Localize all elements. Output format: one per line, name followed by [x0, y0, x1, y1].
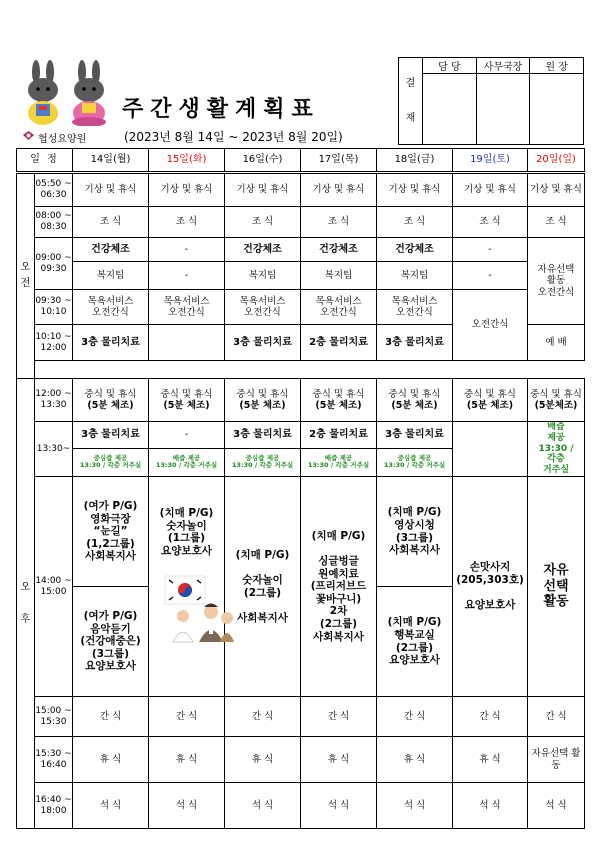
time-1010: 10:10 ~ 12:00 — [35, 325, 73, 361]
cell-sun-drink-note: 배즙 제공 13:30 / 각층 거주실 — [528, 422, 585, 477]
cell-tue-rest: 휴 식 — [149, 737, 225, 783]
cell-tue-health: - — [149, 238, 225, 262]
cell-fri-health: 건강체조 — [377, 238, 453, 262]
cell-tue-breakfast: 조 식 — [149, 207, 225, 238]
cell-wed-rest: 휴 식 — [225, 737, 301, 783]
cell-fri-rest: 휴 식 — [377, 737, 453, 783]
cell-thu-program: (치매 P/G) 싱글벙글 원예치료 (프리저브드 꽃바구니) 2차 (2그룹) 사회복지사 — [301, 477, 377, 697]
cell-wed-dinner: 석 식 — [225, 783, 301, 829]
cell-thu-note: 배즙 제공 13:30 / 각층 거주실 — [301, 448, 377, 476]
cell-sat-breakfast: 조 식 — [453, 207, 528, 238]
cell-sat-snack: 간 식 — [453, 697, 528, 737]
cell-mon-breakfast: 조 식 — [73, 207, 149, 238]
time-0900: 09:00 ~ 09:30 — [35, 238, 73, 290]
cell-fri-pt-pm: 3층 물리치료 — [377, 422, 453, 449]
cell-mon-pt-pm: 3층 물리치료 — [73, 422, 149, 449]
cell-mon-wake: 기상 및 휴식 — [73, 173, 149, 207]
time-1530: 15:30 ~ 16:40 — [35, 737, 73, 783]
cell-thu-breakfast: 조 식 — [301, 207, 377, 238]
weekly-schedule-table — [16, 148, 585, 829]
korean-flag-illustration — [163, 574, 235, 644]
cell-mon-program-1: (여가 P/G) 영화극장 “눈길” (1,2그룹) 사회복지사 — [73, 477, 149, 587]
cell-fri-wake: 기상 및 휴식 — [377, 173, 453, 207]
cell-thu-snack: 간 식 — [301, 697, 377, 737]
cell-thu-rest: 휴 식 — [301, 737, 377, 783]
cell-fri-dinner: 석 식 — [377, 783, 453, 829]
cell-thu-welfare: 복지팀 — [301, 262, 377, 290]
cell-thu-wake: 기상 및 휴식 — [301, 173, 377, 207]
cell-thu-dinner: 석 식 — [301, 783, 377, 829]
cell-sat-lunch: 중식 및 휴식 (5분 체조) — [453, 379, 528, 422]
cell-sat-snack-am: 오전간식 — [453, 290, 528, 361]
am-label: 오 전 — [17, 173, 35, 379]
cell-mon-lunch: 중식 및 휴식 (5분 체조) — [73, 379, 149, 422]
day-header-wed: 16일(수) — [225, 149, 301, 173]
approval-label: 결 재 — [399, 58, 423, 145]
day-header-mon: 14일(월) — [73, 149, 149, 173]
cell-fri-welfare: 복지팀 — [377, 262, 453, 290]
cell-mon-note: 중심즙 제공 13:30 / 각층 거주실 — [73, 448, 149, 476]
cell-wed-pt-pm: 3층 물리치료 — [225, 422, 301, 449]
time-0550: 05:50 ~ 06:30 — [35, 173, 73, 207]
org-name: 협성요양원 — [38, 134, 87, 145]
org-logo-icon — [22, 130, 35, 141]
approval-col-staff: 담 당 — [423, 58, 477, 74]
time-1200: 12:00 ~ 13:30 — [35, 379, 73, 422]
cell-sat-empty — [453, 422, 528, 477]
cell-thu-lunch: 중식 및 휴식 (5분 체조) — [301, 379, 377, 422]
cell-tue-pt-pm: - — [149, 422, 225, 449]
cell-wed-pt: 3층 물리치료 — [225, 325, 301, 361]
cell-sat-rest: 휴 식 — [453, 737, 528, 783]
cell-wed-note: 중심즙 제공 13:30 / 각층 거주실 — [225, 448, 301, 476]
cell-tue-welfare: - — [149, 262, 225, 290]
cell-mon-bath: 목욕서비스 오전간식 — [73, 290, 149, 325]
cell-sat-health: - — [453, 238, 528, 262]
time-0930: 09:30 ~ 10:10 — [35, 290, 73, 325]
cell-thu-pt-pm: 2층 물리치료 — [301, 422, 377, 449]
approval-box — [398, 57, 584, 145]
cell-tue-note: 배즙 제공 13:30 / 각층 거주실 — [149, 448, 225, 476]
cell-mon-welfare: 복지팀 — [73, 262, 149, 290]
approval-col-director: 원 장 — [530, 58, 584, 74]
cell-wed-breakfast: 조 식 — [225, 207, 301, 238]
page-title: 주간생활계획표 — [122, 97, 320, 122]
cell-fri-program-2: (치매 P/G) 행복교실 (2그룹) 요양보호사 — [377, 587, 453, 697]
cell-sat-welfare: - — [453, 262, 528, 290]
cell-tue-bath: 목욕서비스 오전간식 — [149, 290, 225, 325]
approval-sign-staff[interactable] — [423, 74, 477, 145]
cell-tue-snack: 간 식 — [149, 697, 225, 737]
time-0800: 08:00 ~ 08:30 — [35, 207, 73, 238]
cell-mon-snack: 간 식 — [73, 697, 149, 737]
cell-sun-program: 자유 선택 활동 — [528, 477, 585, 697]
schedule-head-label: 일 정 — [17, 149, 73, 173]
cell-sun-wake: 기상 및 휴식 — [528, 173, 585, 207]
cell-wed-wake: 기상 및 휴식 — [225, 173, 301, 207]
day-header-thu: 17일(목) — [301, 149, 377, 173]
cell-sun-dinner: 석 식 — [528, 783, 585, 829]
cell-fri-pt: 3층 물리치료 — [377, 325, 453, 361]
time-1500: 15:00 ~ 15:30 — [35, 697, 73, 737]
cell-sun-free-pm: 자유선택 활동 — [528, 737, 585, 783]
cell-sun-snack: 간 식 — [528, 697, 585, 737]
cell-tue-lunch: 중식 및 휴식 (5분 체조) — [149, 379, 225, 422]
cell-fri-program-1: (치매 P/G) 영상시청 (3그룹) 사회복지사 — [377, 477, 453, 587]
cell-mon-pt: 3층 물리치료 — [73, 325, 149, 361]
cell-wed-welfare: 복지팀 — [225, 262, 301, 290]
cell-thu-health: 건강체조 — [301, 238, 377, 262]
cell-sun-lunch: 중식 및 휴식 (5분체조) — [528, 379, 585, 422]
cell-tue-wake: 기상 및 휴식 — [149, 173, 225, 207]
cell-sat-dinner: 석 식 — [453, 783, 528, 829]
time-1330: 13:30~ — [35, 422, 73, 477]
cell-thu-pt: 2층 물리치료 — [301, 325, 377, 361]
rabbit-mascots-image — [20, 60, 120, 126]
cell-wed-snack: 간 식 — [225, 697, 301, 737]
cell-wed-health: 건강체조 — [225, 238, 301, 262]
cell-sun-worship: 예 배 — [528, 325, 585, 361]
cell-tue-dinner: 석 식 — [149, 783, 225, 829]
cell-wed-program: (치매 P/G) 숫자놀이 (2그룹) 사회복지사 — [225, 477, 301, 697]
cell-fri-bath: 목욕서비스 오전간식 — [377, 290, 453, 325]
day-header-sat: 19일(토) — [453, 149, 528, 173]
cell-wed-lunch: 중식 및 휴식 (5분 체조) — [225, 379, 301, 422]
cell-mon-dinner: 석 식 — [73, 783, 149, 829]
cell-mon-health: 건강체조 — [73, 238, 149, 262]
time-1400: 14:00 ~ 15:00 — [35, 477, 73, 697]
cell-mon-rest: 휴 식 — [73, 737, 149, 783]
cell-thu-bath: 목욕서비스 오전간식 — [301, 290, 377, 325]
time-1640: 16:40 ~ 18:00 — [35, 783, 73, 829]
cell-sun-breakfast: 조 식 — [528, 207, 585, 238]
cell-mon-program-2: (여가 P/G) 음악듣기 (건강애중은) (3그룹) 요양보호사 — [73, 587, 149, 697]
cell-sun-free-am: 자유선택 활동 오전간식 — [528, 238, 585, 325]
pm-label: 오 후 — [17, 379, 35, 829]
cell-fri-lunch: 중식 및 휴식 (5분 체조) — [377, 379, 453, 422]
day-header-tue: 15일(화) — [149, 149, 225, 173]
cell-fri-note: 중심즙 제공 13:30 / 각층 거주실 — [377, 448, 453, 476]
day-header-fri: 18일(금) — [377, 149, 453, 173]
cell-sat-program: 손맛사지 (205,303호) 요양보호사 — [453, 477, 528, 697]
date-range: (2023년 8월 14일 ~ 2023년 8월 20일) — [124, 130, 343, 144]
cell-wed-bath: 목욕서비스 오전간식 — [225, 290, 301, 325]
approval-sign-director[interactable] — [530, 74, 584, 145]
approval-sign-office-manager[interactable] — [476, 74, 530, 145]
cell-fri-breakfast: 조 식 — [377, 207, 453, 238]
cell-sat-wake: 기상 및 휴식 — [453, 173, 528, 207]
day-header-sun: 20일(일) — [528, 149, 585, 173]
cell-fri-snack: 간 식 — [377, 697, 453, 737]
cell-tue-program: (치매 P/G) 숫자놀이 (1그룹) 요양보호사 — [149, 477, 225, 697]
cell-tue-pt — [149, 325, 225, 361]
approval-col-office-manager: 사무국장 — [476, 58, 530, 74]
